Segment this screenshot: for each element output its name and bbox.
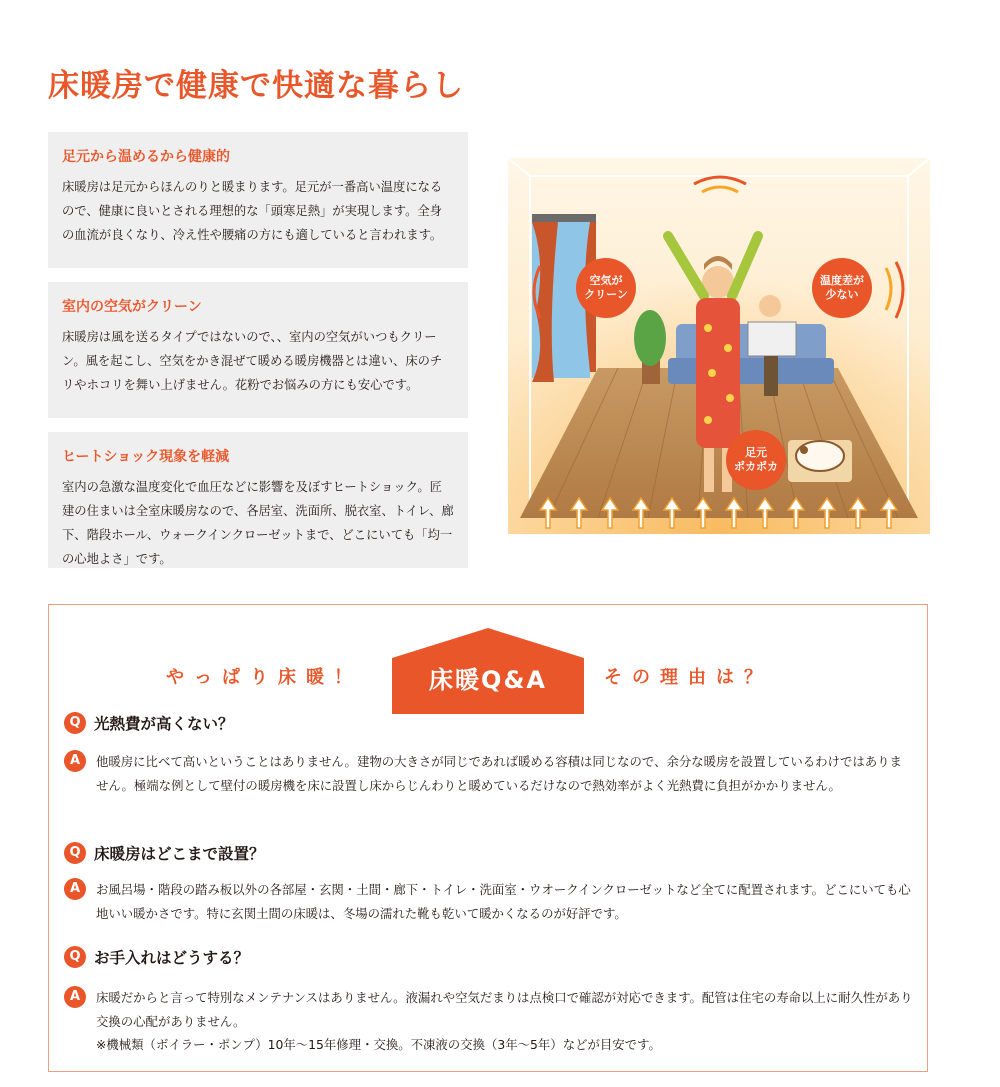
answer-3 (64, 986, 914, 1057)
answer-mark-icon: A (64, 986, 86, 1008)
qa-badge-label: 床暖Q&A (429, 666, 547, 694)
bubble-small-temp-diff-text: 温度差が (820, 274, 864, 287)
card-body: 床暖房は風を送るタイプではないので、、室内の空気がいつもクリーン。風を起こし、空気をかき混ぜて暖める暖房機器とは違い、床のチリやホコリを舞い上げません。花粉でお悩みの方にも安心です。 (62, 330, 443, 392)
qa-heading-right: その理由は？ (604, 667, 772, 688)
question-text: 床暖房はどこまで設置？ (94, 845, 265, 863)
card-heading: ヒートショック現象を軽減 (62, 449, 230, 465)
card-heading: 足元から温めるから健康的 (62, 149, 230, 165)
answer-mark-icon: A (64, 878, 86, 900)
svg-text:クリーン: クリーン (584, 288, 628, 301)
man-reading (759, 295, 781, 317)
answer-text: 床暖だからと言って特別なメンテナンスはありません。液漏れや空気だまりは点検口で確認が対応できます。配管は住宅の寿命以上に耐久性があり交換の心配がありません。 (96, 990, 913, 1029)
question-mark-icon: Q (64, 946, 86, 968)
question-text: 光熱費が高くない？ (94, 715, 234, 733)
benefit-card-clean-air (48, 282, 468, 418)
question-text: お手入れはどうする？ (94, 949, 250, 967)
cat (796, 441, 844, 471)
card-body: 室内の急激な温度変化で血圧などに影響を及ぼすヒートショック。匠建の住まいは全室床暖房なので、各居室、洗面所、脱衣室、トイレ、廊下、階段ホール、ウォークインクローゼットまで、どこにいても「均一の心地よさ」です。 (62, 480, 454, 566)
svg-text:ポカポカ: ポカポカ (734, 460, 778, 473)
page-title: 床暖房で健康で快適な暮らし (48, 68, 464, 104)
answer-text: お風呂場・階段の踏み板以外の各部屋・玄関・土間・廊下・トイレ・洗面室・ウオークインクローゼットなど全てに配置されます。どこにいても心地いい暖かさです。特に玄関土間の床暖は、冬場の濡れた靴も乾いて暖かくなるのが好評です。 (96, 882, 911, 921)
svg-text:少ない: 少ない (825, 288, 859, 301)
question-mark-icon: Q (64, 712, 86, 734)
answer-text: 他暖房に比べて高いということはありません。建物の大きさが同じであれば暖める容積は同じなので、余分な暖房を設置しているわけではありません。極端な例として壁付の暖房機を床に設置し床からじんわりと暖めているだけなので熱効率がよく光熱費に負担がかかりません。 (96, 754, 902, 793)
answer-note: ※機械類（ボイラー・ポンプ）10年～15年修理・交換。不凍液の交換（3年～5年）などが目安です。 (96, 1037, 661, 1052)
question-3 (64, 946, 249, 968)
bubble-clean-air-text: 空気が (589, 274, 623, 287)
question-2 (64, 842, 265, 864)
floor-heating-illustration (508, 158, 930, 534)
answer-1 (64, 750, 914, 797)
question-1 (64, 712, 234, 734)
qa-heading-left: やっぱり床暖！ (166, 667, 362, 688)
card-body: 床暖房は足元からほんのりと暖まります。足元が一番高い温度になるので、健康に良いとされる理想的な「頭寒足熱」が実現します。全身の血流が良くなり、冷え性や腰痛の方にも適していると言われます。 (62, 180, 443, 242)
card-heading: 室内の空気がクリーン (62, 299, 202, 315)
answer-2 (64, 878, 914, 925)
benefit-card-heat-shock (48, 432, 468, 568)
answer-mark-icon: A (64, 750, 86, 772)
benefit-card-health (48, 132, 468, 268)
question-mark-icon: Q (64, 842, 86, 864)
bubble-warm-feet-text: 足元 (745, 446, 767, 459)
